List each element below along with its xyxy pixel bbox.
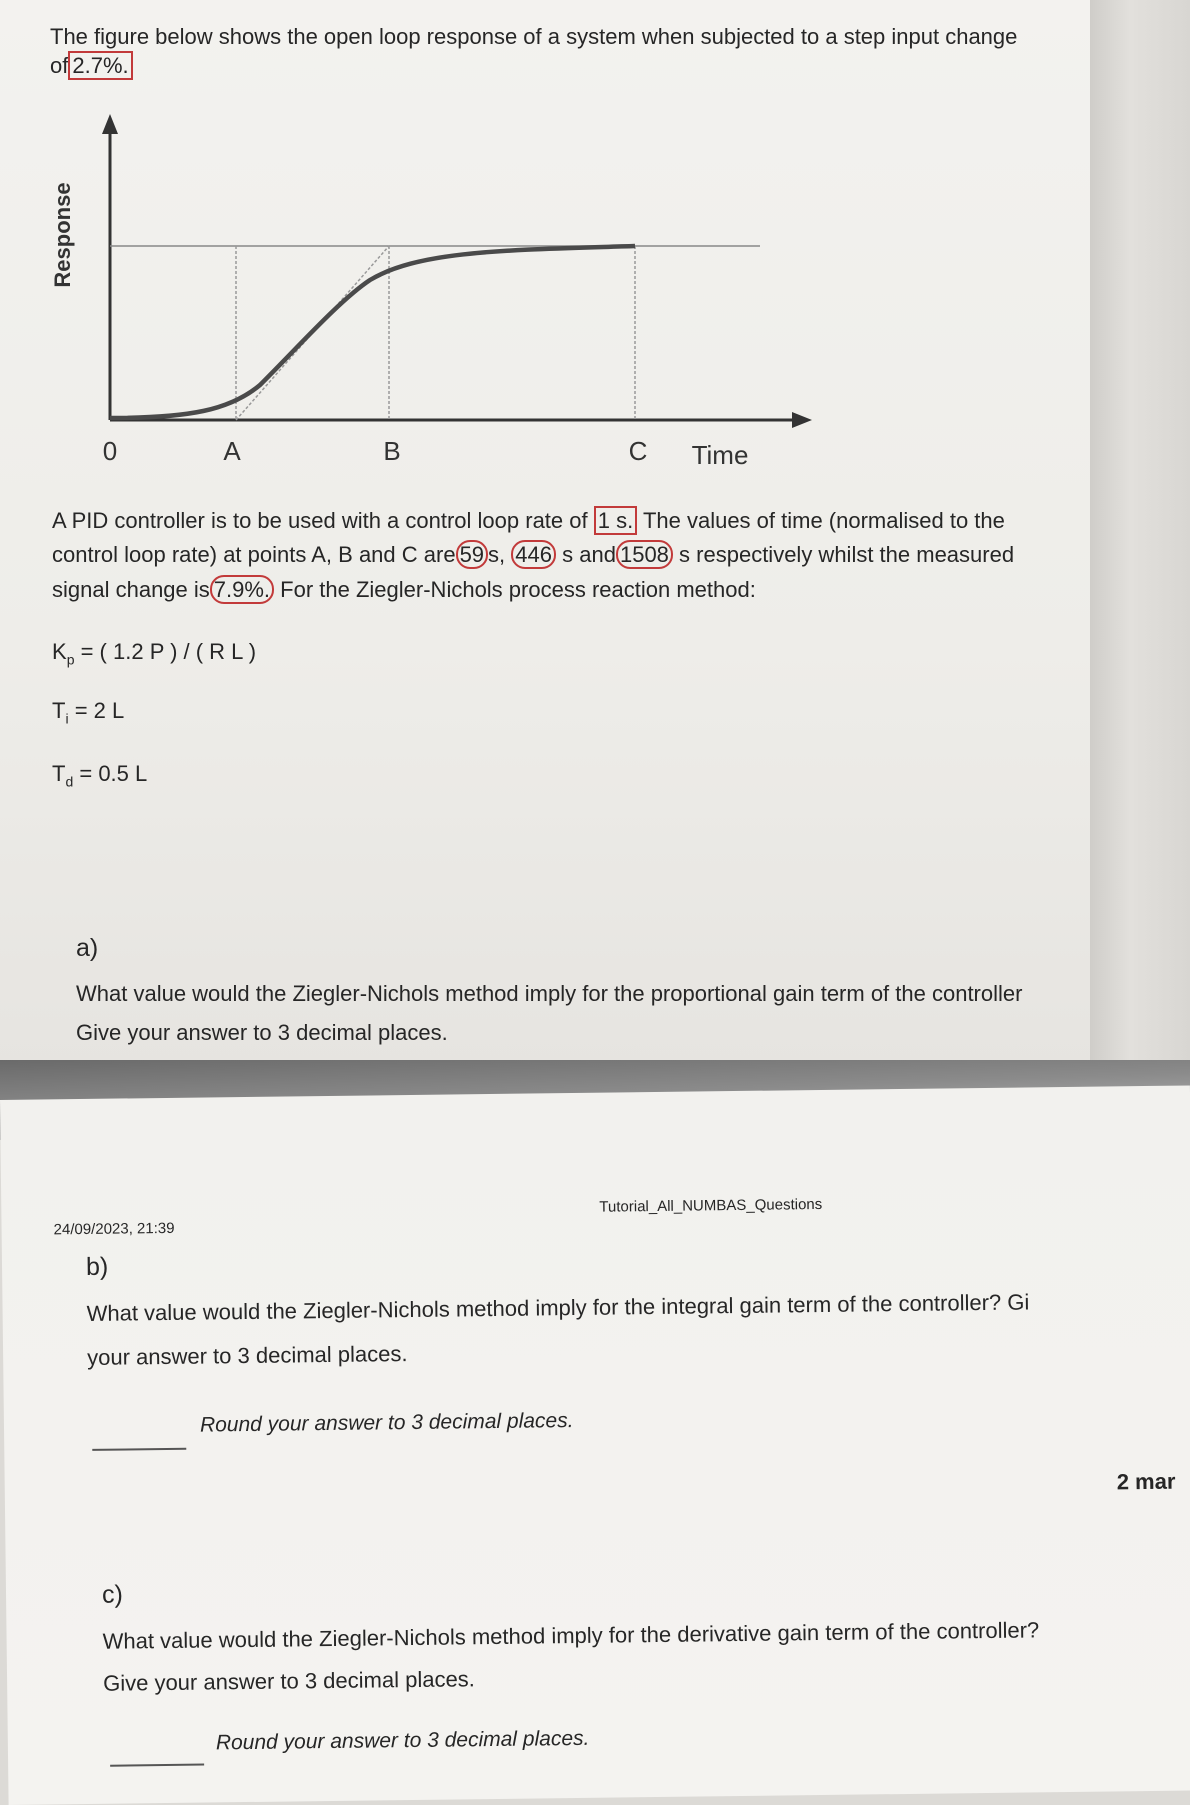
page-bottom [0,1085,1190,1804]
question-a-line-1: What value would the Ziegler-Nichols method imply for the proportional gain term of the controller [76,981,1023,1006]
loop-rate-mark: 1 s. [594,506,637,535]
intro-line-2: of 2.7%. [50,49,133,83]
label-c: C [628,436,648,466]
para-line-2: control loop rate) at points A, B and C are 59 s, 446 s and 1508 s respectively whilst the measured [52,542,1015,567]
formula-ti: $T_i = 2$ L [52,698,125,727]
x-axis-arrow [792,412,812,428]
question-b-label: b) [85,1252,109,1281]
question-b-marks: 2 mar [1116,1468,1176,1495]
y-axis-label: Response [50,182,75,288]
value-b-mark: 446 [511,540,556,569]
signal-change-mark: 7.9%. [210,575,274,604]
question-b-line-1: What value would the Ziegler-Nichols method imply for the integral gain term of the controller? Gi [86,1289,1030,1326]
para-line-3: signal change is 7.9%. For the Ziegler-Nichols process reaction method: [52,577,756,602]
formula-td: $T_d = 0.5$ L [52,761,148,790]
label-b: B [383,436,401,466]
question-a-label: a) [76,934,99,962]
question-a-line-2: Give your answer to 3 decimal places. [76,1020,448,1045]
para-line-1: A PID controller is to be used with a control loop rate of 1 s. The values of time (normalised to the [52,508,1005,533]
formula-kp: $K_p$ = ( 1.2 P ) / ( R L ) [52,639,257,668]
y-axis-arrow [102,114,118,134]
intro-line-1: The figure below shows the open loop response of a system when subjected to a step input change [50,24,1018,49]
response-curve [110,246,635,418]
label-origin: 0 [102,436,118,466]
question-c-label: c) [101,1580,124,1609]
label-a: A [223,436,241,466]
value-a-mark: 59 [456,540,488,569]
question-b-hint: Round your answer to 3 decimal places. [199,1409,574,1437]
print-datetime: 24/09/2023, 21:39 [53,1219,175,1239]
answer-c-input[interactable] [110,1764,204,1767]
question-c-line-1: What value would the Ziegler-Nichols method imply for the derivative gain term of the controller? [102,1617,1040,1654]
answer-b-input[interactable] [92,1448,186,1451]
question-b-line-2: your answer to 3 decimal places. [86,1341,408,1370]
question-c-hint: Round your answer to 3 decimal places. [215,1726,590,1755]
question-c-line-2: Give your answer to 3 decimal places. [102,1666,475,1696]
x-axis-label: Time [691,440,749,470]
print-doc-title: Tutorial_All_NUMBAS_Questions [599,1195,823,1216]
step-change-mark: 2.7%. [68,51,132,80]
value-c-mark: 1508 [616,540,673,569]
page-edge [1090,0,1190,1080]
step-response-figure [40,100,840,480]
